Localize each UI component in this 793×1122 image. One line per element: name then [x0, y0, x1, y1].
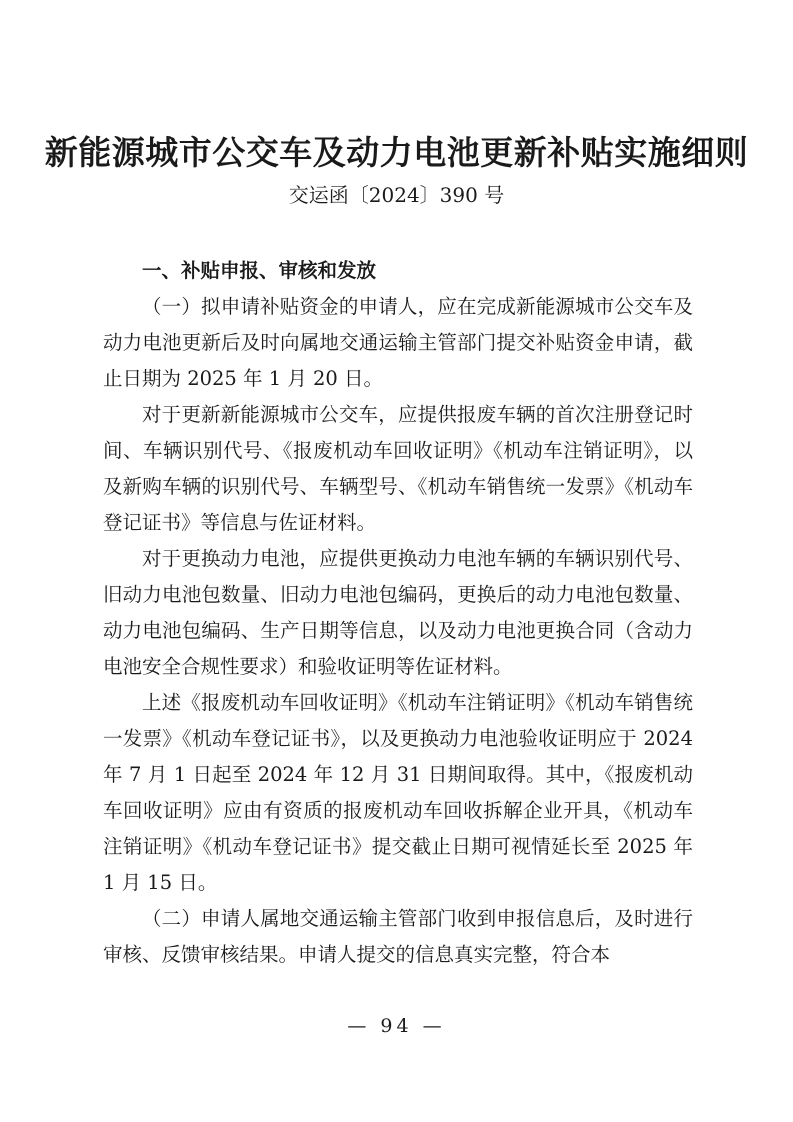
paragraph: 对于更新新能源城市公交车，应提供报废车辆的首次注册登记时间、车辆识别代号、《报废机动车回收证明》《机动车注销证明》，以及新购车辆的识别代号、车辆型号、《机动车销售统一发票》《机动车登记证书》等信息与佐证材料。: [103, 403, 693, 534]
section-heading: 一、补贴申报、审核和发放: [142, 259, 377, 282]
paragraph: 上述《报废机动车回收证明》《机动车注销证明》《机动车销售统一发票》《机动车登记证书》，以及更换动力电池验收证明应于 2024 年 7 月 1 日起至 2024 年 12 月 31 日期间取得。其中，《报废机动车回收证明》应由有资质的报废机动车回收拆解企业开具，《机动车注销证明》《机动车登记证书》提交截止日期可视情延长至 2025 年 1 月 15 日。: [103, 691, 693, 894]
page-number: — 94 —: [347, 1015, 446, 1037]
paragraph: （二）申请人属地交通运输主管部门收到申报信息后，及时进行审核、反馈审核结果。申请人提交的信息真实完整，符合本: [103, 907, 693, 966]
paragraph: （一）拟申请补贴资金的申请人，应在完成新能源城市公交车及动力电池更新后及时向属地交通运输主管部门提交补贴资金申请，截止日期为 2025 年 1 月 20 日。: [103, 295, 693, 390]
document-title: 新能源城市公交车及动力电池更新补贴实施细则: [44, 133, 749, 172]
document-number: 交运函〔2024〕390 号: [288, 183, 505, 207]
document-body: [103, 253, 693, 973]
paragraph: 对于更换动力电池，应提供更换动力电池车辆的车辆识别代号、旧动力电池包数量、旧动力电池包编码，更换后的动力电池包数量、动力电池包编码、生产日期等信息，以及动力电池更换合同（含动力电池安全合规性要求）和验收证明等佐证材料。: [103, 547, 693, 678]
